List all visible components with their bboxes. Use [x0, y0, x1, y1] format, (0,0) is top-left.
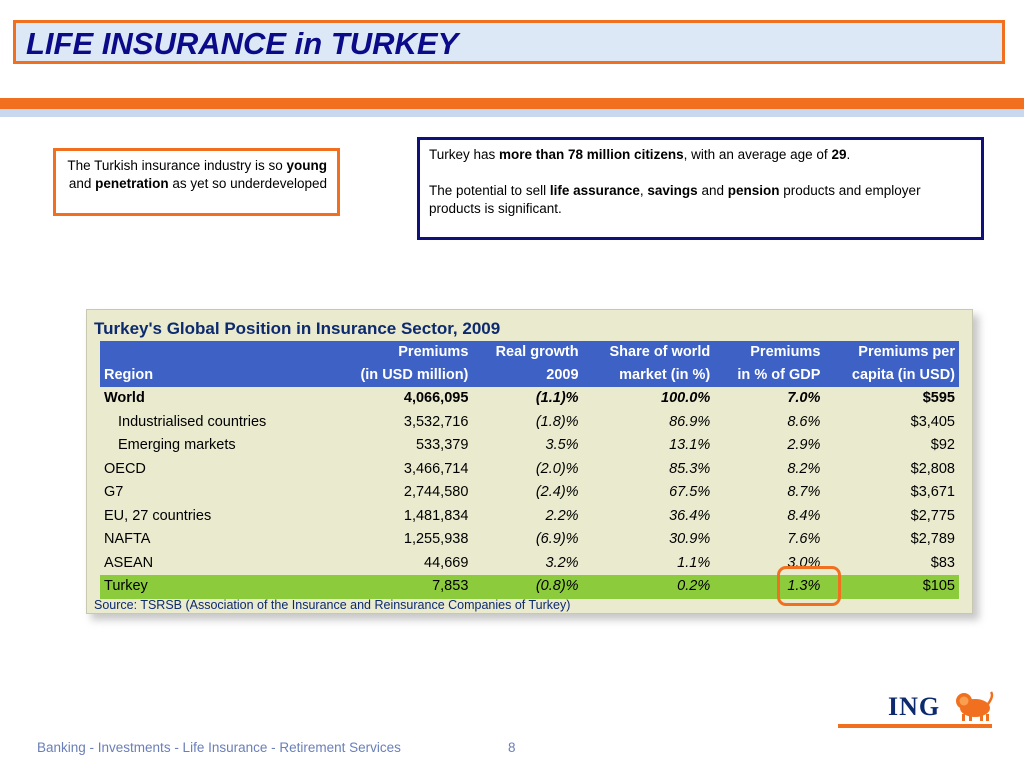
table-cell-value: 1.1% — [677, 554, 711, 571]
table-title: Turkey's Global Position in Insurance Sector, 2009 — [94, 319, 501, 338]
ing-logo — [888, 690, 998, 724]
table-header-cell: Premiums — [714, 341, 824, 364]
table-cell-value: $105 — [824, 575, 959, 599]
table-header-cell: 2009 — [472, 364, 582, 387]
callout-text: products and employer products is significant. — [429, 183, 921, 216]
table-cell-value: $83 — [930, 554, 955, 571]
table-cell-value: 2.9% — [787, 437, 821, 453]
table-cell-region: Emerging markets — [118, 437, 236, 453]
callout-bold-pension: pension — [727, 183, 780, 198]
table-cell-value: 3.2% — [545, 554, 579, 571]
table-source: Source: TSRSB (Association of the Insurance and Reinsurance Companies of Turkey) — [94, 598, 571, 612]
table-header-row-top — [100, 341, 959, 364]
table-cell-value: 67.5% — [669, 484, 711, 500]
table-cell-value: $3,405 — [910, 413, 955, 430]
table-cell-value: 533,379 — [415, 437, 469, 453]
table-cell-value: 3,466,714 — [403, 460, 469, 477]
table-cell-value: 7,853 — [332, 575, 472, 599]
table-cell-value: $3,671 — [910, 484, 955, 500]
callout-text: as yet so underdeveloped — [168, 176, 327, 191]
table-cell-value: 1,255,938 — [403, 531, 469, 547]
insurance-table — [100, 341, 959, 599]
page-number: 8 — [508, 740, 516, 755]
callout-text: , — [639, 183, 648, 198]
callout-text: , with an average age of — [683, 147, 832, 162]
table-cell-value: 7.6% — [787, 531, 821, 547]
table-cell-region: Industrialised countries — [118, 413, 267, 430]
table-cell-region: G7 — [104, 484, 124, 500]
table-header-cell: capita (in USD) — [824, 364, 959, 387]
footer-accent-line — [838, 724, 992, 728]
table-header-cell: Share of world — [583, 341, 715, 364]
table-header-cell: market (in %) — [583, 364, 715, 387]
callout-paragraph-1 — [429, 146, 971, 164]
table-row — [100, 387, 959, 411]
table-cell-region: ASEAN — [104, 554, 154, 571]
table-cell-value: $92 — [930, 437, 955, 453]
callout-text: . — [846, 147, 851, 162]
table-header-cell: Region — [100, 364, 332, 387]
logo-text: ING — [888, 692, 941, 721]
table-cell-value: 85.3% — [669, 460, 711, 477]
table-cell-value: $2,789 — [910, 531, 955, 547]
table-header-cell — [100, 341, 332, 364]
callout-text: and — [697, 183, 728, 198]
table-cell-value: 13.1% — [669, 437, 711, 453]
title-box — [13, 20, 1005, 64]
table-cell-value: 8.6% — [787, 413, 821, 430]
table-cell-value: 8.2% — [787, 460, 821, 477]
callout-bold-penetration: penetration — [95, 176, 169, 191]
callout-text: and — [68, 176, 96, 191]
table-header-cell: Premiums — [332, 341, 472, 364]
table-cell-value: 86.9% — [669, 413, 711, 430]
table-cell-region: OECD — [104, 460, 146, 477]
callout-bold-age: 29 — [831, 147, 847, 162]
callout-text: The potential to sell — [429, 183, 550, 198]
callout-population — [417, 137, 984, 240]
table-header-cell: in % of GDP — [714, 364, 824, 387]
table-header-cell: Real growth — [472, 341, 582, 364]
table-cell-value: $2,808 — [910, 460, 955, 477]
footer-text: Banking - Investments - Life Insurance - Retirement Services — [37, 740, 401, 755]
callout-bold-citizens: more than 78 million citizens — [499, 147, 684, 162]
table-row — [100, 411, 959, 435]
table-header-row-bottom — [100, 364, 959, 387]
callout-text: Turkey has — [429, 147, 500, 162]
table-cell-region: EU, 27 countries — [104, 507, 212, 524]
table-cell-value: (1.8)% — [535, 413, 579, 430]
callout-paragraph-2 — [429, 182, 971, 218]
table-cell-value: 36.4% — [669, 507, 711, 524]
table-row — [100, 505, 959, 529]
table-cell-region: NAFTA — [104, 531, 151, 547]
table-cell-value: 4,066,095 — [403, 390, 469, 406]
table-cell-value: 8.7% — [787, 484, 821, 500]
callout-bold-life-assurance: life assurance — [549, 183, 640, 198]
insurance-table-card — [86, 309, 973, 614]
table-cell-value: $2,775 — [910, 507, 955, 524]
highlight-ring — [777, 566, 841, 606]
table-header-cell: (in USD million) — [332, 364, 472, 387]
table-cell-value: (0.8)% — [472, 575, 582, 599]
table-header-cell: Premiums per — [824, 341, 959, 364]
table-cell-value: 1,481,834 — [403, 507, 469, 524]
table-cell-value: 7.0% — [787, 390, 821, 406]
lion-icon — [954, 690, 994, 722]
table-cell-value: 0.2% — [583, 575, 715, 599]
table-row — [100, 434, 959, 458]
table-row — [100, 458, 959, 482]
table-cell-value: 2,744,580 — [403, 484, 469, 500]
callout-industry — [53, 148, 340, 216]
callout-bold-young: young — [286, 158, 327, 173]
table-cell-value: (2.4)% — [535, 484, 579, 500]
page-title: LIFE INSURANCE in TURKEY — [26, 26, 459, 61]
table-cell-value: 3.5% — [545, 437, 579, 453]
table-cell-value: 3.0% — [787, 554, 821, 571]
header-divider-orange — [0, 98, 1024, 109]
table-cell-value: 100.0% — [661, 390, 711, 406]
table-cell-value: $595 — [922, 390, 955, 406]
callout-text: The Turkish insurance industry is so — [67, 158, 287, 173]
table-cell-value: (6.9)% — [535, 531, 579, 547]
table-cell-region: Turkey — [100, 575, 332, 599]
header-divider-blue — [0, 109, 1024, 117]
table-cell-value: 2.2% — [545, 507, 579, 524]
callout-bold-savings: savings — [647, 183, 698, 198]
table-cell-value: 8.4% — [787, 507, 821, 524]
table-row — [100, 528, 959, 552]
table-cell-value: 44,669 — [424, 554, 469, 571]
table-cell-region: World — [104, 390, 145, 406]
table-cell-value: (2.0)% — [535, 460, 579, 477]
table-cell-value: (1.1)% — [535, 390, 579, 406]
table-cell-value: 30.9% — [669, 531, 711, 547]
table-cell-value: 1.3% — [714, 575, 824, 599]
table-row — [100, 481, 959, 505]
table-cell-value: 3,532,716 — [403, 413, 469, 430]
